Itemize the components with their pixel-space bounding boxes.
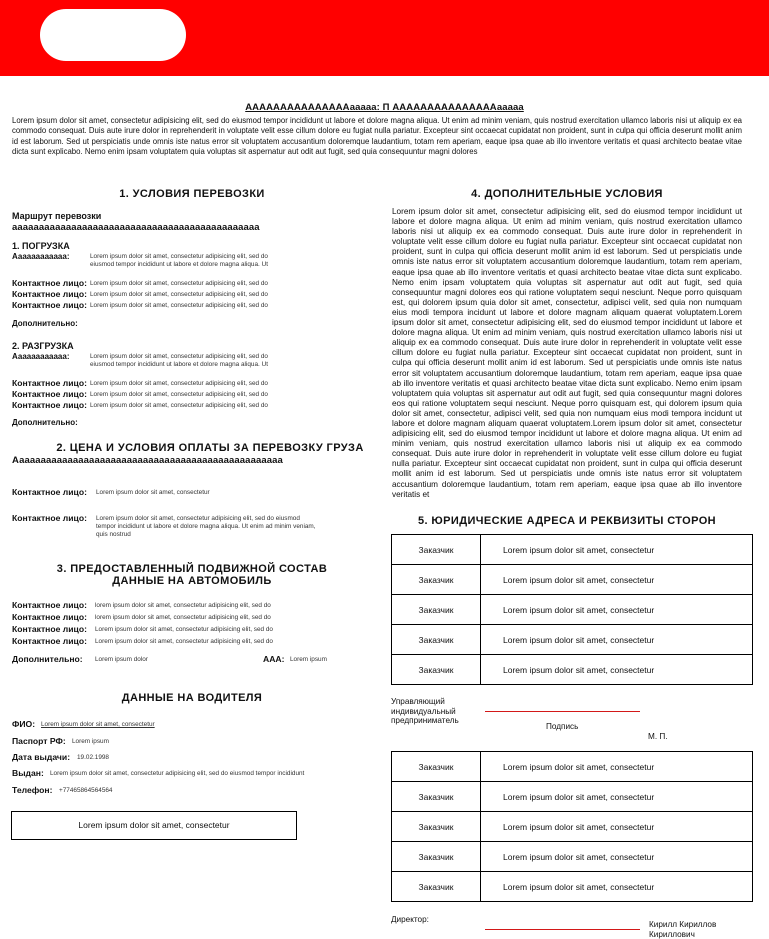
- unloading-contact-label: Контактное лицо:: [12, 378, 87, 388]
- party-value: Lorem ipsum dolor sit amet, consectetur: [481, 872, 753, 902]
- loading-heading: 1. ПОГРУЗКА: [12, 241, 70, 251]
- vehicle-contact-label: Контактное лицо:: [12, 612, 87, 622]
- intro-paragraph: Lorem ipsum dolor sit amet, consectetur adipisicing elit, sed do eiusmod tempor incididunt ut labore et dolore magna aliqua. Ut enim ad minim veniam, quis nostrud exercitation ullamco laboris nisi ut aliquip ex ea commodo consequat. Duis aute irure dolor in reprehenderit in voluptate velit esse cillum dolore eu fugiat nulla pariatur. Excepteur sint occaecat cupidatat non proident, sunt in culpa qui officia deserunt mollit anim id est laborum. Sed ut perspiciatis unde omnis iste natus error sit voluptatem accusantium doloremque laudantium, totam rem aperiam, eaque ipsa quae ab illo inventore veritatis et quasi architecto beatae vitae dicta sunt explicabo. Nemo enim ipsam voluptatem quia voluptas sit aspernatur aut odit aut fugit, sed quia consequuntur magni dolores: [12, 116, 742, 156]
- director-label: Директор:: [391, 915, 429, 924]
- vehicle-contact-value: Lorem ipsum dolor sit amet, consectetur adipisicing elit, sed do: [95, 638, 273, 645]
- unloading-address-value: Lorem ipsum dolor sit amet, consectetur adipisicing elit, sed do eiusmod tempor incididunt ut labore et dolore magna aliqua. Ut: [90, 353, 268, 368]
- party-label: Заказчик: [392, 872, 481, 902]
- driver-phone-label: Телефон:: [12, 785, 53, 795]
- director-signature-line: [485, 929, 640, 930]
- driver-passport-value: Lorem ipsum: [72, 738, 109, 745]
- requisites-table-1: [391, 534, 753, 685]
- section4-text: Lorem ipsum dolor sit amet, consectetur adipisicing elit, sed do eiusmod tempor incididunt ut labore et dolore magna aliqua. Ut enim ad minim veniam, quis nostrud exercitation ullamco laboris nisi ut aliquip ex ea commodo consequat. Duis aute irure dolor in reprehenderit in voluptate velit esse cillum dolore eu fugiat nulla pariatur. Excepteur sint occaecat cupidatat non proident, sunt in culpa qui officia deserunt mollit anim id est laborum. Sed ut perspiciatis unde omnis iste natus error sit voluptatem accusantium doloremque laudantium, totam rem aperiam, eaque ipsa quae ab illo inventore veritatis et quasi architecto beatae vitae dicta sunt explicabo. Nemo enim ipsam voluptatem quia voluptas sit aspernatur aut odit aut fugit, sed quia consequuntur magni dolores eos qui ratione voluptatem sequi nesciunt. Neque porro quisquam est, qui dolorem ipsum quia dolor sit amet, consectetur, adipisci velit, sed quia non numquam eius modi tempora incidunt ut labore et dolore magnam aliquam quaerat voluptatem.Lorem ipsum dolor sit amet, consectetur adipisicing elit, sed do eiusmod tempor incididunt ut labore et dolore magna aliqua. Ut enim ad minim veniam, quis nostrud exercitation ullamco laboris nisi ut aliquip ex ea commodo consequat. Duis aute irure dolor in reprehenderit in voluptate velit esse cillum dolore eu fugiat nulla pariatur. Excepteur sint occaecat cupidatat non proident, sunt in culpa qui officia deserunt mollit anim id est laborum. Sed ut perspiciatis unde omnis iste natus error sit voluptatem accusantium doloremque laudantium, totam rem aperiam, eaque ipsa quae ab illo inventore veritatis et quasi architecto beatae vitae dicta sunt explicabo. Nemo enim ipsam voluptatem quia voluptas sit aspernatur aut odit aut fugit, sed quia consequuntur magni dolores eos qui ratione voluptatem sequi nesciunt. Neque porro quisquam est, qui dolorem ipsum quia dolor sit amet, consectetur, adipisci velit, sed quia non numquam eius modi tempora incidunt ut labore et dolore magnam aliquam quaerat voluptatem.Lorem ipsum dolor sit amet, consectetur adipisicing elit, sed do eiusmod tempor incididunt ut labore et dolore magna aliqua. Ut enim ad minim veniam, quis nostrud exercitation ullamco laboris nisi ut aliquip ex ea commodo consequat. Duis aute irure dolor in reprehenderit in voluptate velit esse cillum dolore eu fugiat nulla pariatur. Excepteur sint occaecat cupidatat non proident, sunt in culpa qui officia deserunt mollit anim id est laborum. Sed ut perspiciatis unde omnis iste natus error sit voluptatem accusantium doloremque laudantium, totam rem aperiam, eaque ipsa quae ab illo inventore veritatis et: [392, 207, 742, 499]
- party-label: Заказчик: [392, 565, 481, 595]
- loading-contact-value: Lorem ipsum dolor sit amet, consectetur adipisicing elit, sed do: [90, 291, 268, 298]
- document-title: АААААААААААААААааааа: П АААААААААААААААааааа: [245, 102, 524, 113]
- vehicle-extra-label: Дополнительно:: [12, 654, 83, 664]
- driver-title: ДАННЫЕ НА ВОДИТЕЛЯ: [121, 692, 263, 704]
- driver-issue-date-label: Дата выдачи:: [12, 752, 71, 762]
- vehicle-contact-label: Контактное лицо:: [12, 636, 87, 646]
- party-value: Lorem ipsum dolor sit amet, consectetur: [481, 565, 753, 595]
- section1-title: 1. УСЛОВИЯ ПЕРЕВОЗКИ: [119, 188, 265, 200]
- driver-issued-by-value: Lorem ipsum dolor sit amet, consectetur adipisicing elit, sed do eiusmod tempor incididunt: [50, 770, 305, 777]
- party-label: Заказчик: [392, 842, 481, 872]
- driver-phone-value: +77465864564564: [59, 787, 113, 794]
- unloading-heading: 2. РАЗГРУЗКА: [12, 341, 74, 351]
- driver-fio-label: ФИО:: [12, 719, 36, 729]
- party-value: Lorem ipsum dolor sit amet, consectetur: [481, 655, 753, 685]
- party-label: Заказчик: [392, 535, 481, 565]
- unloading-extra-label: Дополнительно:: [12, 418, 78, 427]
- loading-contact-label: Контактное лицо:: [12, 289, 87, 299]
- loading-contact-label: Контактное лицо:: [12, 278, 87, 288]
- stamp-label: М. П.: [648, 732, 668, 741]
- unloading-contact-label: Контактное лицо:: [12, 400, 87, 410]
- route-label: Маршрут перевозки: [12, 211, 102, 221]
- signature-label: Подпись: [546, 722, 579, 731]
- unloading-contact-value: Lorem ipsum dolor sit amet, consectetur adipisicing elit, sed do: [90, 380, 268, 387]
- party-label: Заказчик: [392, 782, 481, 812]
- section3-title-line2: ДАННЫЕ НА АВТОМОБИЛЬ: [112, 575, 272, 587]
- unloading-address-label: Аааааааааааа:: [12, 352, 70, 361]
- party-value: Lorem ipsum dolor sit amet, consectetur: [481, 595, 753, 625]
- section4-title: 4. ДОПОЛНИТЕЛЬНЫЕ УСЛОВИЯ: [471, 188, 663, 200]
- logo-placeholder: [40, 9, 186, 61]
- table-row: [392, 782, 753, 812]
- payment-contact-value: Lorem ipsum dolor sit amet, consectetur adipisicing elit, sed do eiusmod tempor incididunt ut labore et dolore magna aliqua. Ut enim ad minim veniam, quis nostrud: [96, 515, 316, 538]
- table-row: [392, 872, 753, 902]
- driver-issue-date-value: 19.02.1998: [77, 754, 109, 761]
- party-label: Заказчик: [392, 812, 481, 842]
- payment-contact-value: Lorem ipsum dolor sit amet, consectetur: [96, 489, 210, 496]
- vehicle-aaa-value: Lorem ipsum: [290, 656, 327, 663]
- driver-fio-value: Lorem ipsum dolor sit amet, consectetur: [41, 721, 155, 728]
- route-value: аааааааааааааааааааааааааааааааааааааааааааааа: [12, 222, 260, 233]
- party-value: Lorem ipsum dolor sit amet, consectetur: [481, 625, 753, 655]
- party-label: Заказчик: [392, 752, 481, 782]
- driver-passport-label: Паспорт РФ:: [12, 736, 66, 746]
- loading-contact-value: Lorem ipsum dolor sit amet, consectetur adipisicing elit, sed do: [90, 302, 268, 309]
- table-row: [392, 812, 753, 842]
- manager-signature-line: [485, 711, 640, 712]
- payment-contact-label: Контактное лицо:: [12, 487, 87, 497]
- requisites-table-2: [391, 751, 753, 902]
- vehicle-extra-value: Lorem ipsum dolor: [95, 656, 148, 663]
- loading-contact-value: Lorem ipsum dolor sit amet, consectetur adipisicing elit, sed do: [90, 280, 268, 287]
- vehicle-contact-label: Контактное лицо:: [12, 600, 87, 610]
- vehicle-contact-label: Контактное лицо:: [12, 624, 87, 634]
- manager-label: Управляющий индивидуальный предприниматель: [391, 697, 459, 726]
- table-row: [392, 565, 753, 595]
- vehicle-contact-value: lorem ipsum dolor sit amet, consectetur adipisicing elit, sed do: [95, 602, 271, 609]
- party-value: Lorem ipsum dolor sit amet, consectetur: [481, 812, 753, 842]
- unloading-contact-label: Контактное лицо:: [12, 389, 87, 399]
- vehicle-contact-value: lorem ipsum dolor sit amet, consectetur adipisicing elit, sed do: [95, 614, 271, 621]
- table-row: [392, 655, 753, 685]
- party-value: Lorem ipsum dolor sit amet, consectetur: [481, 782, 753, 812]
- table-row: [392, 595, 753, 625]
- table-row: [392, 752, 753, 782]
- party-value: Lorem ipsum dolor sit amet, consectetur: [481, 752, 753, 782]
- loading-contact-label: Контактное лицо:: [12, 300, 87, 310]
- director-name: Кирилл Кириллов Кириллович: [649, 920, 717, 939]
- party-label: Заказчик: [392, 595, 481, 625]
- driver-note-box: Lorem ipsum dolor sit amet, consectetur: [11, 811, 297, 840]
- party-label: Заказчик: [392, 625, 481, 655]
- party-label: Заказчик: [392, 655, 481, 685]
- unloading-contact-value: Lorem ipsum dolor sit amet, consectetur adipisicing elit, sed do: [90, 391, 268, 398]
- section2-title: 2. ЦЕНА И УСЛОВИЯ ОПЛАТЫ ЗА ПЕРЕВОЗКУ ГРУЗА: [56, 442, 364, 454]
- loading-extra-label: Дополнительно:: [12, 319, 78, 328]
- loading-address-value: Lorem ipsum dolor sit amet, consectetur adipisicing elit, sed do eiusmod tempor incididunt ut labore et dolore magna aliqua. Ut: [90, 253, 268, 268]
- section3-title-line1: 3. ПРЕДОСТАВЛЕННЫЙ ПОДВИЖНОЙ СОСТАВ: [56, 563, 328, 575]
- vehicle-contact-value: Lorem ipsum dolor sit amet, consectetur adipisicing elit, sed do: [95, 626, 273, 633]
- unloading-contact-value: Lorem ipsum dolor sit amet, consectetur adipisicing elit, sed do: [90, 402, 268, 409]
- driver-issued-by-label: Выдан:: [12, 768, 44, 778]
- payment-contact-label: Контактное лицо:: [12, 513, 87, 523]
- table-row: [392, 535, 753, 565]
- section5-title: 5. ЮРИДИЧЕСКИЕ АДРЕСА И РЕКВИЗИТЫ СТОРОН: [417, 515, 717, 527]
- header-bar: [0, 0, 769, 76]
- table-row: [392, 842, 753, 872]
- table-row: [392, 625, 753, 655]
- party-value: Lorem ipsum dolor sit amet, consectetur: [481, 842, 753, 872]
- party-value: Lorem ipsum dolor sit amet, consectetur: [481, 535, 753, 565]
- loading-address-label: Аааааааааааа:: [12, 252, 70, 261]
- section2-subtitle: Аааааааааааааааааааааааааааааааааааааааааааааааааа: [12, 455, 283, 466]
- vehicle-aaa-label: ААА:: [263, 654, 285, 664]
